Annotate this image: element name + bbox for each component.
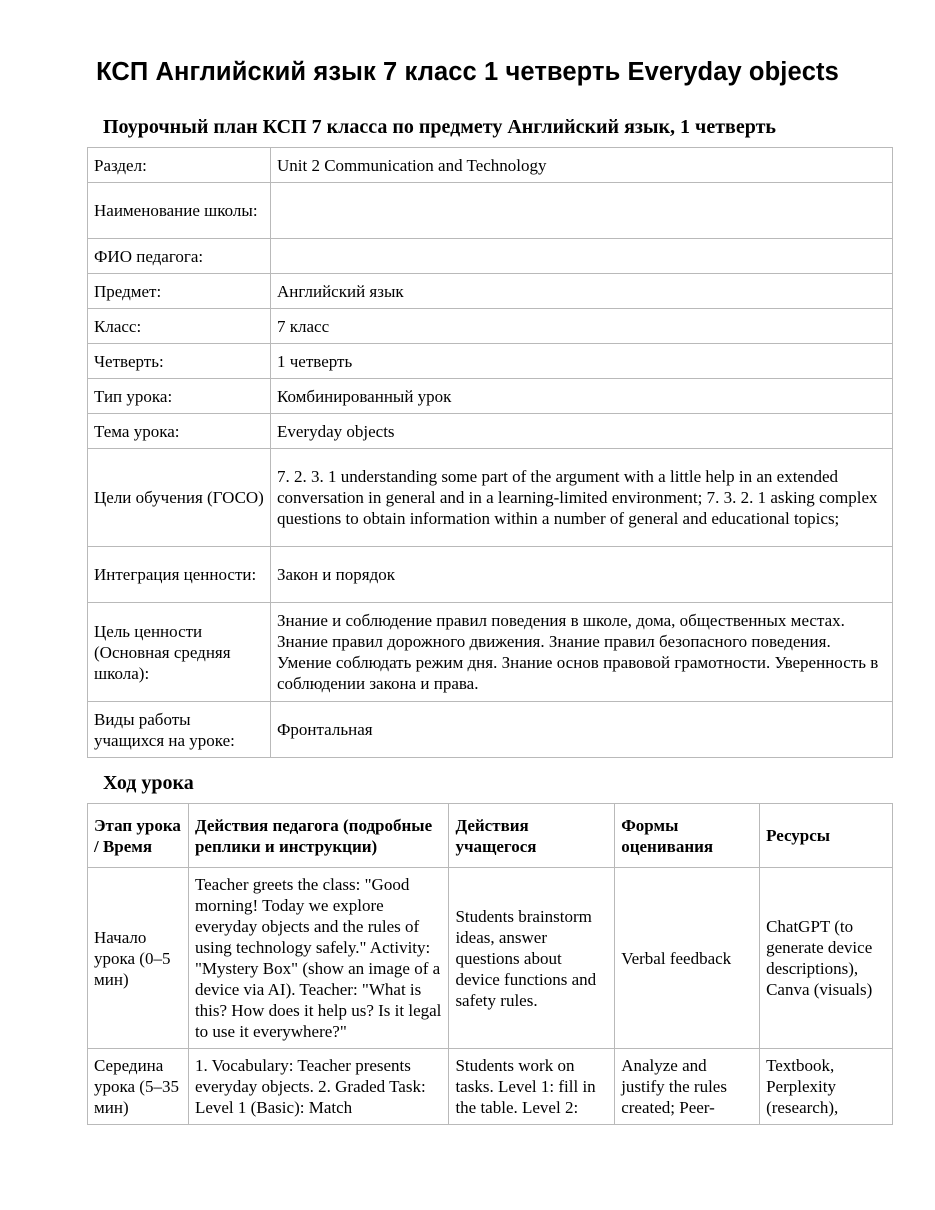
- info-label: Цель ценности (Основная средняя школа):: [88, 603, 271, 702]
- column-header: Действия педагога (подробные реплики и инструкции): [188, 804, 449, 868]
- student-actions-cell: Students brainstorm ideas, answer questions about device functions and safety rules.: [449, 868, 615, 1049]
- column-header: Ресурсы: [760, 804, 893, 868]
- info-value: Знание и соблюдение правил поведения в школе, дома, общественных местах. Знание правил дорожного движения. Знание правил безопасного поведения. Умение соблюдать режим дня. Знание основ правовой грамотности. Уверенность в соблюдении закона и права.: [271, 603, 893, 702]
- info-label: Цели обучения (ГОСО): [88, 449, 271, 547]
- info-label: Четверть:: [88, 344, 271, 379]
- info-row: [88, 309, 893, 344]
- info-row: [88, 183, 893, 239]
- info-label: Класс:: [88, 309, 271, 344]
- table-row: [88, 1049, 893, 1125]
- teacher-actions-cell: 1. Vocabulary: Teacher presents everyday objects. 2. Graded Task: Level 1 (Basic): Match: [188, 1049, 449, 1125]
- info-label: Раздел:: [88, 148, 271, 183]
- info-value: Фронтальная: [271, 702, 893, 758]
- info-label: Наименование школы:: [88, 183, 271, 239]
- table-header-row: [88, 804, 893, 868]
- info-label: Тип урока:: [88, 379, 271, 414]
- resources-cell: Textbook, Perplexity (research),: [760, 1049, 893, 1125]
- info-value: Unit 2 Communication and Technology: [271, 148, 893, 183]
- info-value: Everyday objects: [271, 414, 893, 449]
- info-value: [271, 239, 893, 274]
- info-row: [88, 449, 893, 547]
- document-title: КСП Английский язык 7 класс 1 четверть Everyday objects: [96, 58, 839, 86]
- info-row: [88, 274, 893, 309]
- lesson-info-table: [87, 147, 893, 758]
- info-label: Виды работы учащихся на уроке:: [88, 702, 271, 758]
- info-row: [88, 379, 893, 414]
- info-row: [88, 344, 893, 379]
- column-header: Действия учащегося: [449, 804, 615, 868]
- table-row: [88, 868, 893, 1049]
- column-header: Формы оценивания: [615, 804, 760, 868]
- stage-cell: Начало урока (0–5 мин): [88, 868, 189, 1049]
- assessment-cell: Verbal feedback: [615, 868, 760, 1049]
- stage-cell: Середина урока (5–35 мин): [88, 1049, 189, 1125]
- info-row: [88, 414, 893, 449]
- lesson-process-table: [87, 803, 893, 1125]
- info-row: [88, 239, 893, 274]
- resources-cell: ChatGPT (to generate device descriptions), Canva (visuals): [760, 868, 893, 1049]
- info-value: 7. 2. 3. 1 understanding some part of the argument with a little help in an extended conversation in general and in a learning-limited environment; 7. 3. 2. 1 asking complex questions to obtain information within a number of general and educational topics;: [271, 449, 893, 547]
- lesson-process-heading: Ход урока: [103, 772, 194, 794]
- info-value: Английский язык: [271, 274, 893, 309]
- info-value: 1 четверть: [271, 344, 893, 379]
- info-row: [88, 148, 893, 183]
- info-label: ФИО педагога:: [88, 239, 271, 274]
- info-row: [88, 603, 893, 702]
- assessment-cell: Analyze and justify the rules created; Peer-: [615, 1049, 760, 1125]
- info-value: Комбинированный урок: [271, 379, 893, 414]
- info-row: [88, 702, 893, 758]
- info-label: Предмет:: [88, 274, 271, 309]
- student-actions-cell: Students work on tasks. Level 1: fill in the table. Level 2:: [449, 1049, 615, 1125]
- info-value: [271, 183, 893, 239]
- plan-heading: Поурочный план КСП 7 класса по предмету Английский язык, 1 четверть: [103, 116, 776, 138]
- info-value: 7 класс: [271, 309, 893, 344]
- info-value: Закон и порядок: [271, 547, 893, 603]
- info-row: [88, 547, 893, 603]
- teacher-actions-cell: Teacher greets the class: "Good morning! Today we explore everyday objects and the rules of using technology safely." Activity: "Mystery Box" (show an image of a device via AI). Teacher: "What is this? How does it help us? Is it legal to use it everywhere?": [188, 868, 449, 1049]
- info-label: Интеграция ценности:: [88, 547, 271, 603]
- info-label: Тема урока:: [88, 414, 271, 449]
- column-header: Этап урока / Время: [88, 804, 189, 868]
